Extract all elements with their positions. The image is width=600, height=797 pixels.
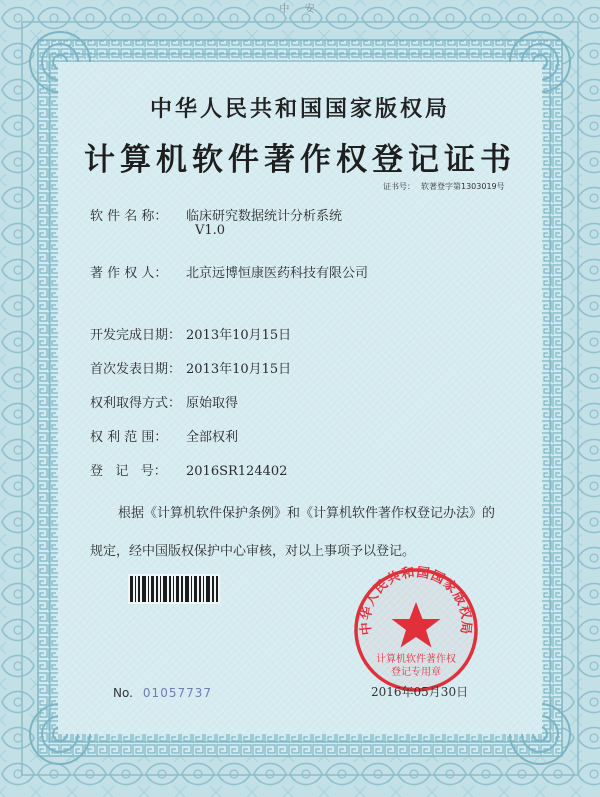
official-seal <box>352 566 480 694</box>
certificate-number <box>383 181 505 192</box>
field-value: 北京远博恒康医药科技有限公司 <box>186 266 369 281</box>
field-label: 著 作 权 人： <box>90 266 168 281</box>
certificate-title: 计算机软件著作权登记证书 <box>84 142 516 178</box>
field-label: 登 记 号： <box>90 464 167 479</box>
top-mark: 中 安 <box>279 4 321 15</box>
serial-number-label: No. <box>113 686 133 700</box>
field-label: 软 件 名 称： <box>90 209 168 224</box>
serial-number-value: 01057737 <box>142 686 212 700</box>
field-registration-no <box>90 460 287 479</box>
field-value: 2013年10月15日 <box>186 362 292 377</box>
seal-line-2: 登记专用章 <box>391 667 441 678</box>
statement-line-2: 规定，经中国版权保护中心审核，对以上事项予以登记。 <box>90 544 416 559</box>
field-value: 原始取得 <box>186 396 239 411</box>
field-label: 开发完成日期： <box>90 328 182 343</box>
field-label: 权 利 范 围： <box>90 430 168 445</box>
barcode <box>128 574 220 604</box>
field-value: 2016SR124402 <box>186 464 288 479</box>
seal-line-1: 计算机软件著作权 <box>376 654 456 665</box>
field-scope-of-rights <box>90 426 238 445</box>
field-software-name <box>90 205 342 224</box>
field-first-publication-date <box>90 358 291 377</box>
field-acquisition-method <box>90 392 238 411</box>
field-copyright-owner <box>90 262 368 281</box>
serial-number <box>113 686 212 700</box>
field-completion-date <box>90 324 291 343</box>
issue-date: 2016年05月30日 <box>371 685 469 699</box>
field-value: 临床研究数据统计分析系统 <box>186 209 343 224</box>
field-label: 权利取得方式： <box>90 396 182 411</box>
issuer-title: 中华人民共和国国家版权局 <box>149 97 450 122</box>
field-label: 首次发表日期： <box>90 362 182 377</box>
software-version: V1.0 <box>195 223 226 238</box>
statement-line-1: 根据《计算机软件保护条例》和《计算机软件著作权登记办法》的 <box>118 506 496 521</box>
seal-ring-text: 中华人民共和国国家版权局 <box>358 566 474 636</box>
field-value: 全部权利 <box>186 430 239 445</box>
field-value: 2013年10月15日 <box>186 328 292 343</box>
certificate-number-label: 证书号： <box>383 182 415 191</box>
certificate-number-value: 软著登字第1303019号 <box>421 182 505 191</box>
